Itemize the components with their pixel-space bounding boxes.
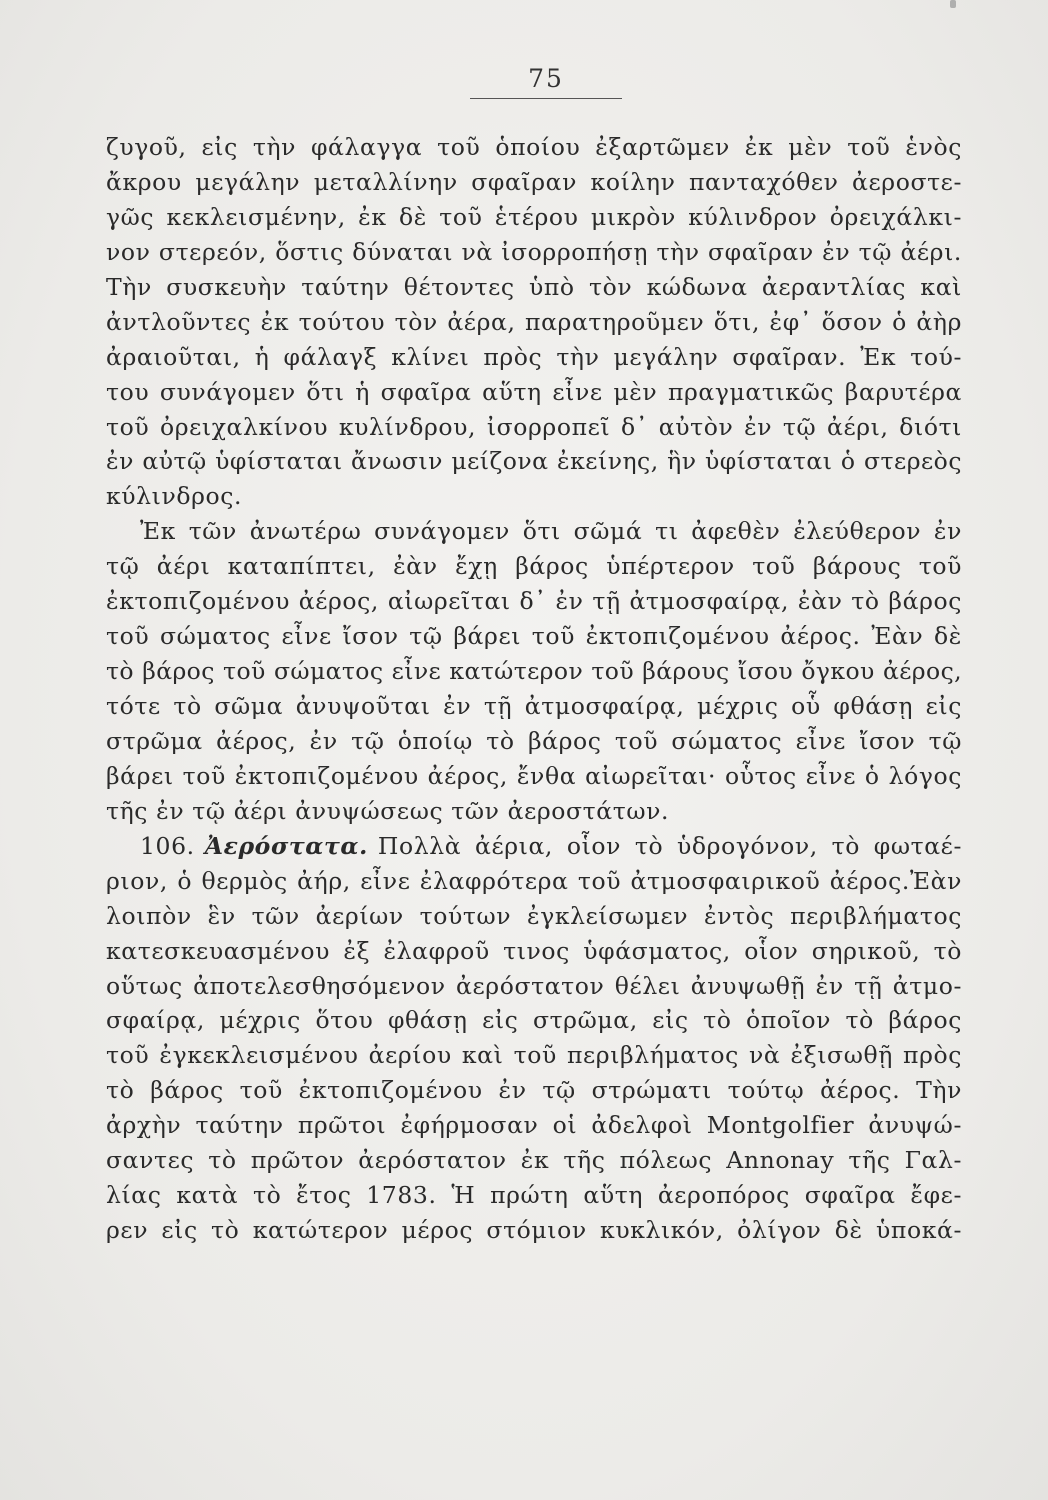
section-first-line-text: Πολλὰ ἀέρια, οἷον τὸ ὑδρογόνον, τὸ φωταέ- [377,831,962,860]
text-line: τοῦ ἐγκεκλεισμένου ἀερίου καὶ τοῦ περιβλήματος νὰ ἐξισωθῇ πρὸς [106,1041,962,1070]
text-line: βάρει τοῦ ἐκτοπιζομένου ἀέρος, ἔνθα αἰωρεῖται· οὗτος εἶνε ὁ λόγος [106,761,962,790]
text-line: σαντες τὸ πρῶτον ἀερόστατον ἐκ τῆς πόλεως Annonay τῆς Γαλ- [106,1146,962,1175]
text-line: του συνάγομεν ὅτι ἡ σφαῖρα αὕτη εἶνε μὲν πραγματικῶς βαρυτέρα [106,377,962,406]
text-line: τότε τὸ σῶμα ἀνυψοῦται ἐν τῇ ἀτμοσφαίρᾳ, μέχρις οὗ φθάσῃ εἰς [106,692,962,720]
page-number: 75 [528,64,564,93]
text-line: τοῦ ὀρειχαλκίνου κυλίνδρου, ἰσορροπεῖ δ᾽ αὐτὸν ἐν τῷ ἀέρι, διότι [106,412,962,441]
text-line: ρεν εἰς τὸ κατώτερον μέρος στόμιον κυκλικόν, ὀλίγον δὲ ὑποκά- [106,1216,962,1245]
text-line: ἐν αὐτῷ ὑφίσταται ἄνωσιν μείζονα ἐκείνης, ἣν ὑφίσταται ὁ στερεὸς [106,447,962,476]
corner-speck [950,0,956,8]
text-line: οὕτως ἀποτελεσθησόμενον ἀερόστατον θέλει ἀνυψωθῇ ἐν τῇ ἀτμο- [106,971,962,1000]
text-line: στρῶμα ἀέρος, ἐν τῷ ὁποίῳ τὸ βάρος τοῦ σώματος εἶνε ἴσον τῷ [106,726,962,755]
text-line: ἀραιοῦται, ἡ φάλαγξ κλίνει πρὸς τὴν μεγάλην σφαῖραν. Ἐκ τού- [106,342,962,371]
text-line: Ἐκ τῶν ἀνωτέρω συνάγομεν ὅτι σῶμά τι ἀφεθὲν ἐλεύθερον ἐν [140,517,962,546]
section-number: 106. [140,831,195,860]
text-line: ριον, ὁ θερμὸς ἀήρ, εἶνε ἐλαφρότερα τοῦ ἀτμοσφαιρικοῦ ἀέρος.Ἐὰν [106,866,962,895]
text-line: τῆς ἐν τῷ ἀέρι ἀνυψώσεως τῶν ἀεροστάτων. [106,796,670,825]
text-line: τὸ βάρος τοῦ σώματος εἶνε κατώτερον τοῦ βάρους ἴσου ὄγκου ἀέρος, [106,657,962,686]
text-line: σφαίρᾳ, μέχρις ὅτου φθάσῃ εἰς στρῶμα, εἰς τὸ ὁποῖον τὸ βάρος [106,1006,962,1035]
paragraph [106,514,962,828]
text-line: λοιπὸν ἓν τῶν ἀερίων τούτων ἐγκλείσωμεν ἐντὸς περιβλήματος [106,901,962,930]
text-line: νον στερεόν, ὅστις δύναται νὰ ἰσορροπήσῃ τὴν σφαῖραν ἐν τῷ ἀέρι. [106,237,962,266]
section-106 [106,829,962,1248]
paragraph-continued [106,130,962,514]
section-heading-line [106,829,962,864]
body-text [106,130,962,1248]
section-title: Ἀερόστατα. [204,831,368,860]
text-line: κατεσκευασμένου ἐξ ἐλαφροῦ τινος ὑφάσματος, οἷον σηρικοῦ, τὸ [106,936,962,965]
text-line: τοῦ σώματος εἶνε ἴσον τῷ βάρει τοῦ ἐκτοπιζομένου ἀέρος. Ἐὰν δὲ [106,622,962,651]
text-line: τῷ ἀέρι καταπίπτει, ἐὰν ἔχῃ βάρος ὑπέρτερον τοῦ βάρους τοῦ [106,552,962,581]
text-line: ἀρχὴν ταύτην πρῶτοι ἐφήρμοσαν οἱ ἀδελφοὶ Montgolfier ἀνυψώ- [106,1111,962,1140]
text-line: ἄκρου μεγάλην μεταλλίνην σφαῖραν κοίλην πανταχόθεν ἀεροστε- [106,167,962,196]
text-line: τὸ βάρος τοῦ ἐκτοπιζομένου ἐν τῷ στρώματι τούτῳ ἀέρος. Τὴν [106,1076,962,1105]
text-line: λίας κατὰ τὸ ἔτος 1783. Ἡ πρώτη αὕτη ἀεροπόρος σφαῖρα ἔφε- [106,1181,962,1210]
text-line: κύλινδρος. [106,482,243,511]
header-rule [470,98,622,99]
text-line: Τὴν συσκευὴν ταύτην θέτοντες ὑπὸ τὸν κώδωνα ἀεραντλίας καὶ [106,272,962,301]
text-line: ἐκτοπιζομένου ἀέρος, αἰωρεῖται δ᾽ ἐν τῇ ἀτμοσφαίρᾳ, ἐὰν τὸ βάρος [106,587,962,616]
text-line: ἀντλοῦντες ἐκ τούτου τὸν ἀέρα, παρατηροῦμεν ὅτι, ἐφ᾽ ὅσον ὁ ἀὴρ [106,307,962,336]
text-line: γῶς κεκλεισμένην, ἐκ δὲ τοῦ ἑτέρου μικρὸν κύλινδρον ὀρειχάλκι- [106,202,962,231]
text-line: ζυγοῦ, εἰς τὴν φάλαγγα τοῦ ὁποίου ἐξαρτῶμεν ἐκ μὲν τοῦ ἑνὸς [106,133,962,161]
